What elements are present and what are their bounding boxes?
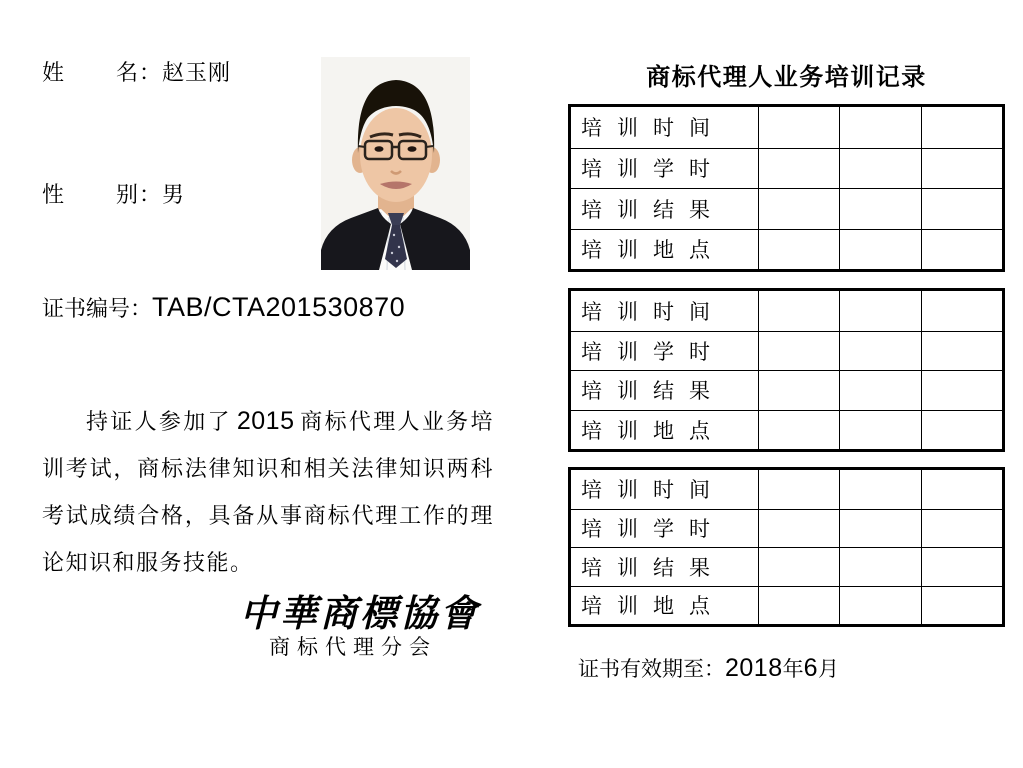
table-cell (839, 586, 920, 625)
validity-month-unit: 月 (818, 657, 840, 681)
table-cell (839, 410, 920, 450)
table-cell (921, 331, 1002, 371)
gender-value: 男 (162, 182, 186, 207)
table-cell (921, 188, 1002, 229)
cert-number-label: 证书编号： (42, 296, 153, 321)
table-cell (758, 188, 839, 229)
table-cell (921, 410, 1002, 450)
table-cell (839, 331, 920, 371)
table-cell (758, 410, 839, 450)
cert-number-line (42, 292, 405, 323)
table-cell (758, 331, 839, 371)
association-seal-subtitle: 商标代理分会 (269, 635, 437, 659)
training-table-3 (568, 467, 1005, 627)
table-cell (839, 370, 920, 410)
gender-line (42, 178, 185, 209)
statement-after-year: 商标代理人业务培训考试，商标法律知识和相关法律知识两科考试成绩合格，具备从事商标代理工作的理论知识和服务技能。 (42, 409, 494, 575)
table-cell (839, 188, 920, 229)
validity-year: 2018 (725, 654, 783, 682)
record-title: 商标代理人业务培训记录 (646, 64, 927, 91)
row-label: 培训学时 (571, 148, 758, 189)
row-label: 培训结果 (571, 547, 758, 586)
table-cell (839, 229, 920, 270)
row-label: 培训地点 (571, 410, 758, 450)
row-label: 培训学时 (571, 331, 758, 371)
table-cell (921, 291, 1002, 331)
table-cell (921, 586, 1002, 625)
statement-paragraph (42, 398, 494, 586)
table-cell (839, 547, 920, 586)
table-cell (839, 509, 920, 548)
gender-label-second: 别： (116, 182, 163, 207)
row-label: 培训地点 (571, 586, 758, 625)
table-cell (921, 107, 1002, 148)
cert-number-value: TAB/CTA201530870 (152, 292, 406, 322)
table-cell (758, 547, 839, 586)
row-label: 培训时间 (581, 478, 725, 503)
table-cell (839, 107, 920, 148)
table-cell (921, 370, 1002, 410)
table-cell (758, 509, 839, 548)
gender-label-first: 性 (42, 182, 66, 207)
statement-year: 2015 (236, 407, 295, 435)
portrait-photo (321, 57, 470, 270)
table-cell (921, 470, 1002, 509)
statement-before-year: 持证人参加了 (86, 409, 232, 434)
row-label: 培训学时 (571, 509, 758, 548)
row-label: 培训时间 (581, 299, 725, 324)
table-cell (839, 470, 920, 509)
name-value: 赵玉刚 (162, 60, 232, 85)
table-cell (758, 586, 839, 625)
name-line (42, 56, 231, 87)
row-label: 培训结果 (571, 370, 758, 410)
table-cell (839, 148, 920, 189)
portrait-photo-image (321, 57, 470, 270)
table-cell (758, 148, 839, 189)
table-cell (758, 229, 839, 270)
table-cell (758, 107, 839, 148)
name-label-second: 名： (116, 60, 163, 85)
row-label: 培训地点 (571, 229, 758, 270)
table-cell (758, 291, 839, 331)
row-label: 培训结果 (571, 188, 758, 229)
validity-year-unit: 年 (782, 657, 804, 681)
association-seal-calligraphy: 中華商標協會 (240, 594, 480, 635)
table-cell (839, 291, 920, 331)
validity-line (578, 653, 839, 683)
table-cell (921, 547, 1002, 586)
training-table-2 (568, 288, 1005, 452)
validity-label: 证书有效期至： (578, 657, 725, 681)
name-label-first: 姓 (42, 60, 66, 85)
table-cell (758, 470, 839, 509)
table-cell (921, 509, 1002, 548)
table-cell (921, 148, 1002, 189)
table-cell (758, 370, 839, 410)
table-cell (921, 229, 1002, 270)
validity-month: 6 (803, 654, 819, 682)
training-table-1 (568, 104, 1005, 272)
row-label: 培训时间 (581, 116, 725, 141)
